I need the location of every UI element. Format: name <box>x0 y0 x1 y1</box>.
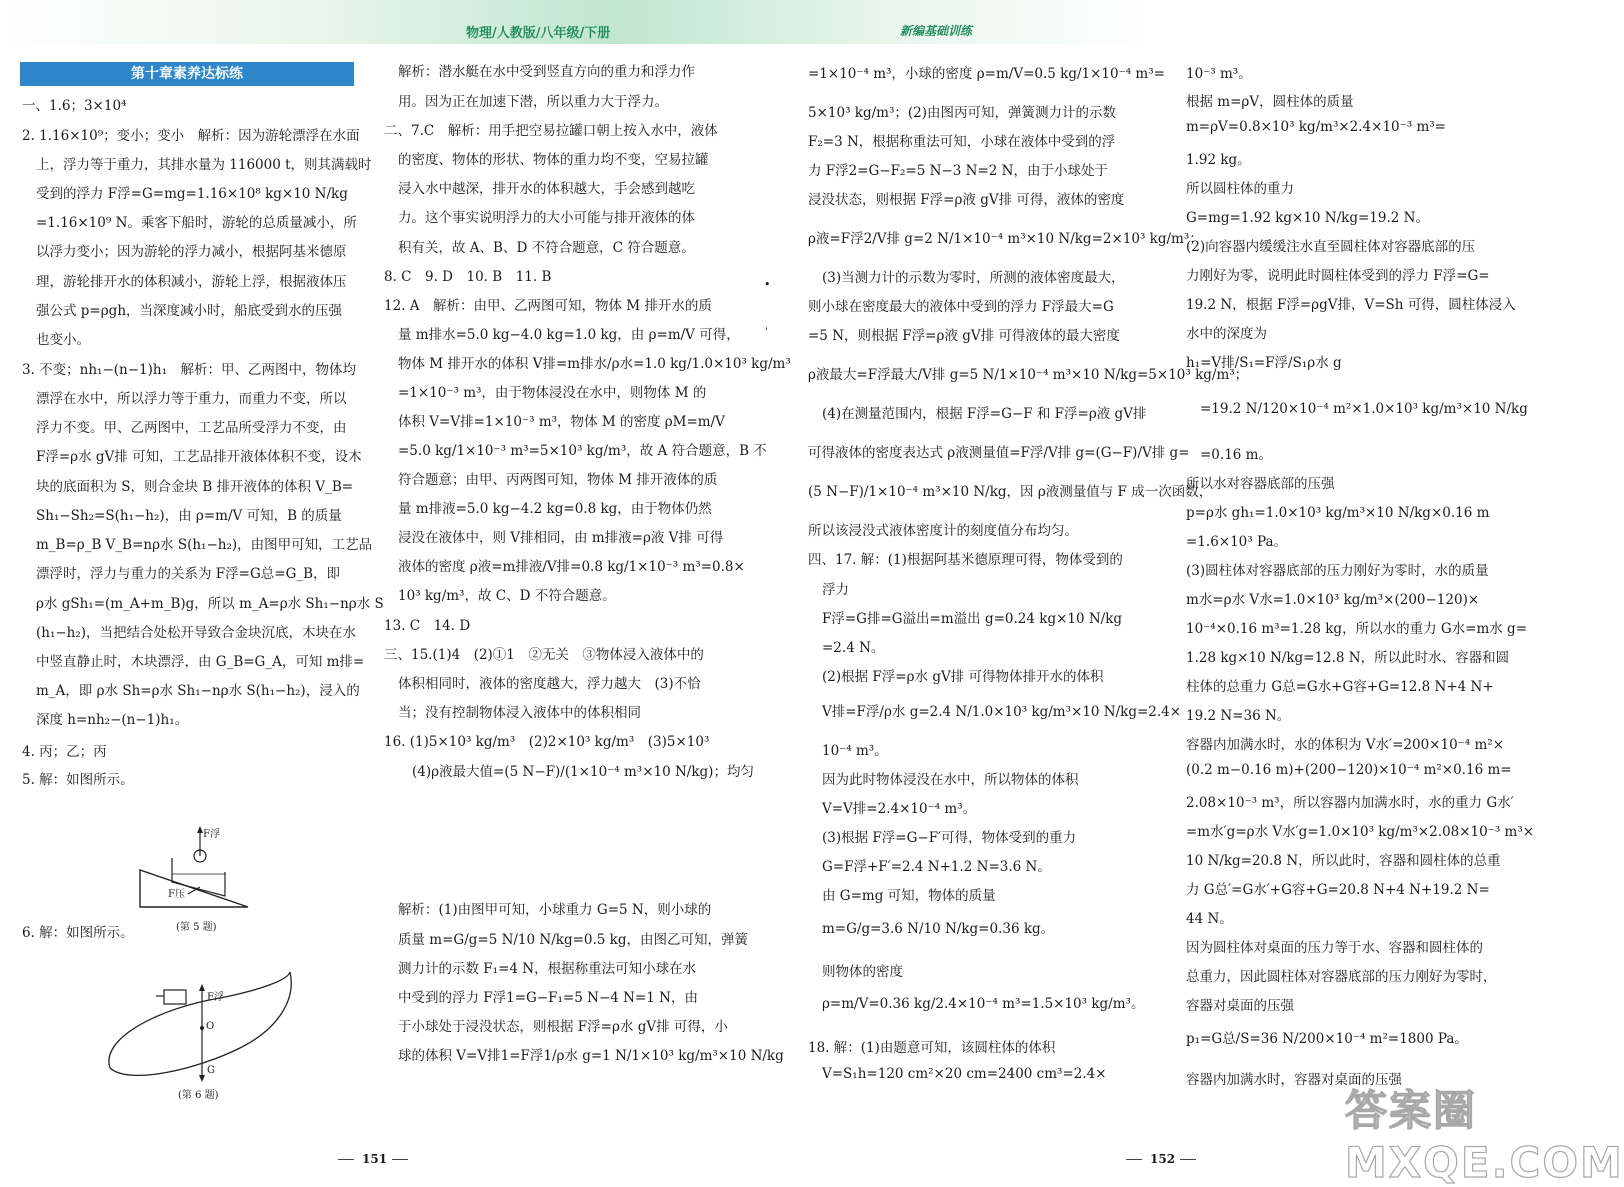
col2-line: 符合题意；由甲、丙两图可知，物体 M 排开液体的质 <box>398 472 718 488</box>
col4-line: 10⁻⁴×0.16 m³=1.28 kg，所以水的重力 G水=m水 g= <box>1186 621 1528 637</box>
col1-line: 3. 不变；nh₁−(n−1)h₁ 解析：甲、乙两图中，物体均 <box>22 362 357 378</box>
col1-line: 一、1.6；3×10⁴ <box>22 98 127 114</box>
col3-line: (3)根据 F浮=G−F′可得，物体受到的重力 <box>822 830 1077 846</box>
col3-line: F₂=3 N，根据称重法可知，小球在液体中受到的浮 <box>808 134 1116 150</box>
col3-line: 10⁻⁴ m³。 <box>822 743 888 759</box>
col1-line: 理，游轮排开水的体积减小，游轮上浮，根据液体压 <box>36 274 347 290</box>
col3-line: 力 F浮2=G−F₂=5 N−3 N=2 N，由于小球处于 <box>808 163 1108 179</box>
col3-line: =1×10⁻⁴ m³，小球的密度 ρ=m/V=0.5 kg/1×10⁻⁴ m³= <box>808 66 1165 82</box>
col3-line: ρ液=F浮2/V排 g=2 N/1×10⁻⁴ m³×10 N/kg=2×10³ kg/m³； <box>808 231 1203 247</box>
col2-line: 物体 M 排开水的体积 V排=m排水/ρ水=1.0 kg/1.0×10³ kg/m³ <box>398 356 791 372</box>
col2-line: =5.0 kg/1×10⁻³ m³=5×10³ kg/m³，故 A 符合题意，B 不 <box>398 443 767 459</box>
col4-line: 1.28 kg×10 N/kg=12.8 N，所以此时水、容器和圆 <box>1186 650 1510 666</box>
col4-line: =m水′g=ρ水 V水′g=1.0×10³ kg/m³×2.08×10⁻³ m³× <box>1186 824 1535 840</box>
col2-line: 当；没有控制物体浸入液体中的体积相同 <box>398 705 641 721</box>
col2-line: 量 m排液=5.0 kg−4.2 kg=0.8 kg，由于物体仍然 <box>398 501 712 517</box>
col1-line: Sh₁−Sh₂=S(h₁−h₂)，由 ρ=m/V 可知，B 的质量 <box>36 508 342 524</box>
figure-5-label-top: F浮 <box>203 829 220 840</box>
col4-line: 总重力，因此圆柱体对容器底部的压力刚好为零时， <box>1186 969 1497 985</box>
gutter-mark-2: ˈ <box>765 326 769 339</box>
col3-line: =5 N，则根据 F浮=ρ液 gV排 可得液体的最大密度 <box>808 328 1120 344</box>
col2-line: 8. C 9. D 10. B 11. B <box>384 269 552 285</box>
col4-line: p=ρ水 gh₁=1.0×10³ kg/m³×10 N/kg×0.16 m <box>1186 505 1490 521</box>
page-number-left: 151 <box>362 1152 388 1166</box>
col2-line: 体积相同时，液体的密度越大，浮力越大 (3)不恰 <box>398 676 701 692</box>
chapter-title: 第十章素养达标练 <box>20 62 354 86</box>
col1-line: 以浮力变小；因为游轮的浮力减小，根据阿基米德原 <box>36 244 347 260</box>
col2-line: 13. C 14. D <box>384 618 471 634</box>
col4-line: =1.6×10³ Pa。 <box>1186 534 1287 550</box>
col3-line: G=F浮+F′=2.4 N+1.2 N=3.6 N。 <box>822 859 1051 875</box>
col2-line: (4)ρ液最大值=(5 N−F)/(1×10⁻⁴ m³×10 N/kg)；均匀 <box>412 764 754 780</box>
col1-line: (h₁−h₂)，当把结合处松开导致合金块沉底，木块在水 <box>36 625 357 641</box>
col3-line: 浮力 <box>822 582 849 598</box>
col4-line: 44 N。 <box>1186 911 1233 927</box>
col4-line: 柱体的总重力 G总=G水+G容+G=12.8 N+4 N+ <box>1186 679 1494 695</box>
col3-line: 由 G=mg 可知，物体的质量 <box>822 888 996 904</box>
page-number-left-dash-a <box>338 1159 354 1160</box>
col4-line: 10⁻³ m³。 <box>1186 66 1252 82</box>
header-series: 新编基础训练 <box>900 24 973 38</box>
col2-line: =1×10⁻³ m³，由于物体浸没在水中，则物体 M 的 <box>398 385 707 401</box>
col2-line: 中受到的浮力 F浮1=G−F₁=5 N−4 N=1 N，由 <box>398 990 698 1006</box>
col4-line: 10 N/kg=20.8 N，所以此时，容器和圆柱体的总重 <box>1186 853 1501 869</box>
col2-line: 于小球处于浸没状态，则根据 F浮=ρ水 gV排 可得，小 <box>398 1019 728 1035</box>
col2-line: 量 m排水=5.0 kg−4.0 kg=1.0 kg，由 ρ=m/V 可得， <box>398 327 740 343</box>
col1-line: 漂浮时，浮力与重力的关系为 F浮=G总=G_B，即 <box>36 566 341 582</box>
col1-line: 漂浮在水中，所以浮力等于重力，而重力不变，所以 <box>36 391 347 407</box>
col4-line: 19.2 N，根据 F浮=ρgV排，V=Sh 可得，圆柱体浸入 <box>1186 297 1516 313</box>
col3-line: V排=F浮/ρ水 g=2.4 N/1.0×10³ kg/m³×10 N/kg=2.4× <box>822 704 1182 720</box>
col3-line: (4)在测量范围内，根据 F浮=G−F 和 F浮=ρ液 gV排 <box>822 406 1147 422</box>
col2-line: 球的体积 V=V排1=F浮1/ρ水 g=1 N/1×10³ kg/m³×10 N/kg <box>398 1048 784 1064</box>
col1-line: 4. 丙；乙；丙 <box>22 744 107 760</box>
col1-line: m_B=ρ_B V_B=nρ水 S(h₁−h₂)，由图甲可知，工艺品 <box>36 537 373 553</box>
col3-line: 所以该浸没式液体密度计的刻度值分布均匀。 <box>808 523 1078 539</box>
col4-line: (3)圆柱体对容器底部的压力刚好为零时，水的质量 <box>1186 563 1489 579</box>
figure-5-incline-diagram <box>130 822 260 917</box>
gutter-mark-1: • <box>764 278 771 291</box>
col2-line: 二、7.C 解析：用手把空易拉罐口朝上按入水中，液体 <box>384 123 718 139</box>
col1-line: 5. 解：如图所示。 <box>22 772 134 788</box>
col4-line: h₁=V排/S₁=F浮/S₁ρ水 g <box>1186 355 1342 371</box>
col1-line: 2. 1.16×10⁹；变小；变小 解析：因为游轮漂浮在水面 <box>22 128 360 144</box>
page-header-band <box>0 0 1536 44</box>
page-number-right: 152 <box>1150 1152 1176 1166</box>
col3-line: (2)根据 F浮=ρ水 gV排 可得物体排开水的体积 <box>822 669 1104 685</box>
col2-line: 浸入水中越深，排开水的体积越大，手会感到越吃 <box>398 181 695 197</box>
col4-line: m水=ρ水 V水=1.0×10³ kg/m³×(200−120)× <box>1186 592 1480 608</box>
col4-line: 根据 m=ρV，圆柱体的质量 <box>1186 94 1354 110</box>
col2-line: 的密度、物体的形状、物体的重力均不变，空易拉罐 <box>398 152 709 168</box>
col3-line: V=S₁h=120 cm²×20 cm=2400 cm³=2.4× <box>822 1066 1107 1082</box>
col4-line: (2)向容器内缓缓注水直至圆柱体对容器底部的压 <box>1186 239 1476 255</box>
figure-6-caption: (第 6 题) <box>178 1090 219 1101</box>
col2-line: 体积 V=V排=1×10⁻³ m³，物体 M 的密度 ρM=m/V <box>398 414 725 430</box>
col4-line: 2.08×10⁻³ m³，所以容器内加满水时，水的重力 G水′ <box>1186 795 1514 811</box>
col3-line: (5 N−F)/1×10⁻⁴ m³×10 N/kg，因 ρ液测量值与 F 成一次函数， <box>808 484 1213 500</box>
col3-line: 四、17. 解：(1)根据阿基米德原理可得，物体受到的 <box>808 552 1123 568</box>
figure-6-label-bottom: G <box>207 1065 215 1076</box>
col3-line: 18. 解：(1)由题意可知，该圆柱体的体积 <box>808 1040 1056 1056</box>
header-subject: 物理/人教版/八年级/下册 <box>466 26 611 41</box>
col3-line: F浮=G排=G溢出=m溢出 g=0.24 kg×10 N/kg <box>822 611 1123 627</box>
figure-5-caption: (第 5 题) <box>176 922 217 933</box>
col1-line: 上，浮力等于重力，其排水量为 116000 t，则其满载时 <box>36 157 372 173</box>
col1-line: 也变小。 <box>36 332 90 348</box>
col4-line: =0.16 m。 <box>1200 447 1272 463</box>
col3-line: 则小球在密度最大的液体中受到的浮力 F浮最大=G <box>808 299 1114 315</box>
col1-line: 受到的浮力 F浮=G=mg=1.16×10⁸ kg×10 N/kg <box>36 186 348 202</box>
col3-line: ρ=m/V=0.36 kg/2.4×10⁻⁴ m³=1.5×10³ kg/m³。 <box>822 996 1145 1012</box>
col2-line: 三、15.(1)4 (2)①1 ②无关 ③物体浸入液体中的 <box>384 647 704 663</box>
col4-line: 力刚好为零，说明此时圆柱体受到的浮力 F浮=G= <box>1186 268 1490 284</box>
figure-6-label-top: F浮 <box>207 992 224 1003</box>
col4-line: 容器内加满水时，水的体积为 V水′=200×10⁻⁴ m²× <box>1186 737 1505 753</box>
col2-line: 力。这个事实说明浮力的大小可能与排开液体的体 <box>398 210 695 226</box>
col4-line: 所以水对容器底部的压强 <box>1186 476 1335 492</box>
col1-line: 6. 解：如图所示。 <box>22 925 134 941</box>
col2-line: 10³ kg/m³，故 C、D 不符合题意。 <box>398 588 616 604</box>
col4-line: 力 G总′=G水′+G容+G=20.8 N+4 N+19.2 N= <box>1186 882 1490 898</box>
col1-line: ρ水 gSh₁=(m_A+m_B)g，所以 m_A=ρ水 Sh₁−nρ水 S <box>36 596 384 612</box>
col1-line: 块的底面积为 S，则合金块 B 排开液体的体积 V_B= <box>36 479 354 495</box>
watermark-logo: 答案圈 MXQE.COM <box>1345 1086 1624 1187</box>
col4-line: m=ρV=0.8×10³ kg/m³×2.4×10⁻³ m³= <box>1186 119 1446 135</box>
col3-line: ρ液最大=F浮最大/V排 g=5 N/1×10⁻⁴ m³×10 N/kg=5×10³ kg/m³； <box>808 367 1249 383</box>
col4-line: 水中的深度为 <box>1186 326 1267 342</box>
col1-line: m_A，即 ρ水 Sh=ρ水 Sh₁−nρ水 S(h₁−h₂)，浸入的 <box>36 683 360 699</box>
page-number-right-dash-b <box>1180 1159 1196 1160</box>
col2-line: 测力计的示数 F₁=4 N，根据称重法可知小球在水 <box>398 961 697 977</box>
col1-line: =1.16×10⁹ N。乘客下船时，游轮的总质量减小，所 <box>36 215 357 231</box>
figure-6-submarine-diagram <box>100 968 300 1086</box>
col2-line: 积有关，故 A、B、D 不符合题意，C 符合题意。 <box>398 240 695 256</box>
col3-line: 可得液体的密度表达式 ρ液测量值=F浮/V排 g=(G−F)/V排 g= <box>808 445 1190 461</box>
col4-line: 因为圆柱体对桌面的压力等于水、容器和圆柱体的 <box>1186 940 1483 956</box>
col3-line: V=V排=2.4×10⁻⁴ m³。 <box>822 801 977 817</box>
col3-line: m=G/g=3.6 N/10 N/kg=0.36 kg。 <box>822 921 1055 937</box>
col1-line: 强公式 p=ρgh，当深度减小时，船底受到水的压强 <box>36 303 343 319</box>
col1-line: F浮=ρ水 gV排 可知，工艺品排开液体体积不变，设木 <box>36 449 362 465</box>
col4-line: 19.2 N=36 N。 <box>1186 708 1291 724</box>
col3-line: 浸没状态，则根据 F浮=ρ液 gV排 可得，液体的密度 <box>808 192 1125 208</box>
col2-line: 浸没在液体中，则 V排相同，由 m排液=ρ液 V排 可得 <box>398 530 724 546</box>
col2-line: 解析：潜水艇在水中受到竖直方向的重力和浮力作 <box>398 64 695 80</box>
col1-line: 深度 h=nh₂−(n−1)h₁。 <box>36 712 189 728</box>
col3-line: 因为此时物体浸没在水中，所以物体的体积 <box>822 772 1079 788</box>
col2-line: 12. A 解析：由甲、乙两图可知，物体 M 排开水的质 <box>384 298 712 314</box>
col3-line: (3)当测力计的示数为零时，所测的液体密度最大， <box>822 270 1125 286</box>
col2-line: 16. (1)5×10³ kg/m³ (2)2×10³ kg/m³ (3)5×10³ <box>384 734 710 750</box>
page-number-right-dash-a <box>1126 1159 1142 1160</box>
col4-line: p₁=G总/S=36 N/200×10⁻⁴ m²=1800 Pa。 <box>1186 1031 1468 1047</box>
page-number-left-dash-b <box>392 1159 408 1160</box>
col2-line: 用。因为正在加速下潜，所以重力大于浮力。 <box>398 94 668 110</box>
col4-line: 容器对桌面的压强 <box>1186 998 1294 1014</box>
col3-line: 则物体的密度 <box>822 964 903 980</box>
col2-line: 液体的密度 ρ液=m排液/V排=0.8 kg/1×10⁻³ m³=0.8× <box>398 559 745 575</box>
col1-line: 浮力不变。甲、乙两图中，工艺品所受浮力不变，由 <box>36 420 347 436</box>
col2-line: 质量 m=G/g=5 N/10 N/kg=0.5 kg，由图乙可知，弹簧 <box>398 932 748 948</box>
figure-5-label-bottom: F压 <box>168 889 185 900</box>
col4-line: 1.92 kg。 <box>1186 152 1251 168</box>
col4-line: 容器内加满水时，容器对桌面的压强 <box>1186 1072 1402 1088</box>
col1-line: 中竖直静止时，木块漂浮，由 G_B=G_A，可知 m排= <box>36 654 365 670</box>
col4-line: =19.2 N/120×10⁻⁴ m²×1.0×10³ kg/m³×10 N/kg <box>1200 401 1528 417</box>
col3-line: 5×10³ kg/m³；(2)由图丙可知，弹簧测力计的示数 <box>808 105 1116 121</box>
col3-line: =2.4 N。 <box>822 640 885 656</box>
figure-6-label-center: O <box>206 1021 215 1032</box>
col4-line: G=mg=1.92 kg×10 N/kg=19.2 N。 <box>1186 210 1429 226</box>
col4-line: 所以圆柱体的重力 <box>1186 181 1294 197</box>
col4-line: (0.2 m−0.16 m)+(200−120)×10⁻⁴ m²×0.16 m= <box>1186 762 1512 778</box>
col2-line: 解析：(1)由图甲可知，小球重力 G=5 N，则小球的 <box>398 902 712 918</box>
